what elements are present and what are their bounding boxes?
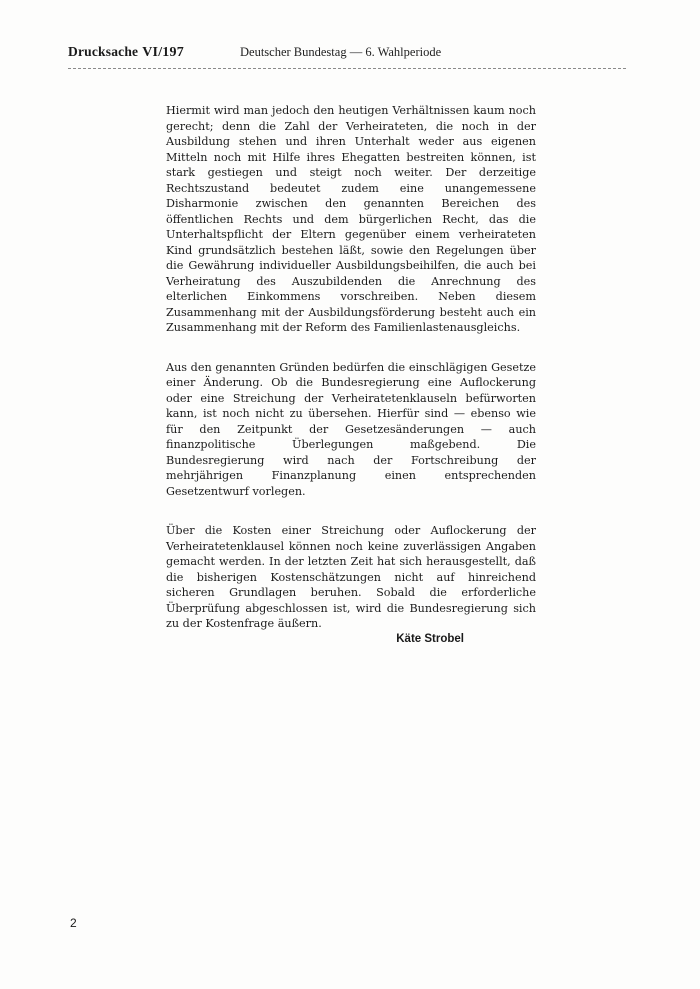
- running-title: Deutscher Bundestag — 6. Wahlperiode: [240, 45, 442, 59]
- header-divider: [68, 68, 626, 69]
- document-reference: [68, 44, 184, 61]
- document-label: Drucksache: [68, 44, 139, 59]
- paragraph: Hiermit wird man jedoch den heutigen Verhältnissen kaum noch gerecht; denn die Zahl der Verheirateten, die noch in der Ausbildung stehen und ihren Unterhalt weder aus eigenen Mitteln noch mit Hilfe ihres Ehegatten bestreiten können, ist stark gestiegen und steigt noch weiter. Der derzeitige Rechtszustand bedeutet zudem eine unangemessene Disharmonie zwischen den genannten Bereichen des öffentlichen Rechts und dem bürgerlichen Recht, das die Unterhaltspflicht der Eltern gegenüber einem verheirateten Kind grundsätzlich bestehen läßt, sowie den Regelungen über die Gewährung individueller Ausbildungsbeihilfen, die auch bei Verheiratung des Auszubildenden die Anrechnung des elterlichen Einkommens vorschreiben. Neben diesem Zusammenhang mit der Ausbildungsförderung besteht auch ein Zusammenhang mit der Reform des Familienlastenausgleichs.: [166, 104, 536, 334]
- signature: Käte Strobel: [396, 633, 464, 645]
- page-number: 2: [70, 916, 77, 930]
- document-number: VI/197: [142, 45, 184, 60]
- paragraph: Über die Kosten einer Streichung oder Auflockerung der Verheiratetenklausel können noch keine zuverlässigen Angaben gemacht werden. In der letzten Zeit hat sich herausgestellt, daß die bisherigen Kostenschätzungen nicht auf hinreichend sicheren Grundlagen beruhen. Sobald die erforderliche Überprüfung abgeschlossen ist, wird die Bundesregierung sich zu der Kostenfrage äußern.: [166, 524, 536, 630]
- paragraph: Aus den genannten Gründen bedürfen die einschlägigen Gesetze einer Änderung. Ob die Bundesregierung eine Auflockerung oder eine Streichung der Verheiratetenklauseln befürworten kann, ist noch nicht zu übersehen. Hierfür sind — ebenso wie für den Zeitpunkt der Gesetzesänderungen — auch finanzpolitische Überlegungen maßgebend. Die Bundesregierung wird nach der Fortschreibung der mehrjährigen Finanzplanung einen entsprechenden Gesetzentwurf vorlegen.: [166, 360, 536, 498]
- body-text: [166, 103, 536, 656]
- page-header: [68, 44, 628, 66]
